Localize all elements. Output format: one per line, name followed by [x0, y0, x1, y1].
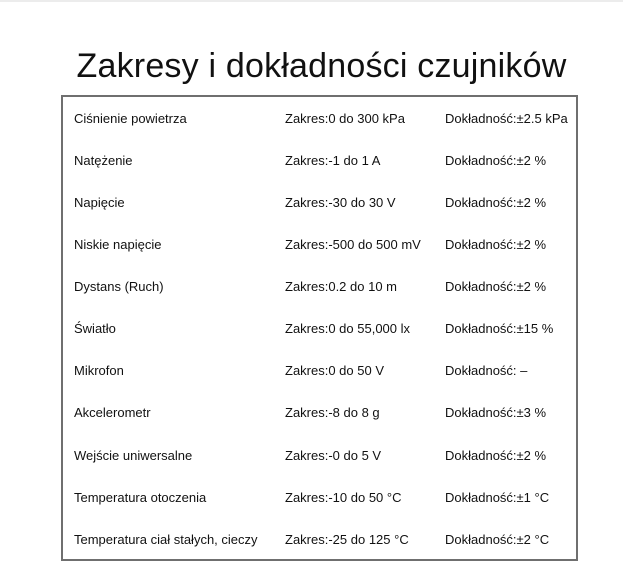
- sensor-range: Zakres:-0 do 5 V: [285, 448, 382, 463]
- table-row: [63, 477, 576, 519]
- table-row: [63, 308, 576, 350]
- sensor-accuracy: Dokładność:±2 %: [445, 279, 547, 294]
- sensor-accuracy: Dokładność:±3 %: [445, 405, 547, 420]
- table-row: [63, 224, 576, 266]
- sensor-range: Zakres:-30 do 30 V: [285, 195, 396, 210]
- sensor-accuracy: Dokładność:±2 %: [445, 153, 547, 168]
- sensor-range: Zakres:-10 do 50 °C: [285, 490, 402, 505]
- page-title: Zakresy i dokładności czujników: [76, 47, 567, 85]
- sensor-name: Akcelerometr: [74, 405, 151, 420]
- table-row: [63, 182, 576, 224]
- sensor-accuracy: Dokładność:±2 °C: [445, 532, 550, 547]
- table-row: [63, 140, 576, 182]
- sensor-range: Zakres:-1 do 1 A: [285, 153, 381, 168]
- sensor-accuracy: Dokładność:±2 %: [445, 237, 547, 252]
- sensor-range: Zakres:-500 do 500 mV: [285, 237, 421, 252]
- sensor-name: Temperatura otoczenia: [74, 490, 207, 505]
- sensor-range: Zakres:0 do 50 V: [285, 363, 384, 378]
- sensor-name: Napięcie: [74, 195, 125, 210]
- sensor-range: Zakres:0 do 300 kPa: [285, 111, 405, 126]
- sensor-name: Wejście uniwersalne: [74, 448, 193, 463]
- table-row: [63, 350, 576, 392]
- sensor-name: Mikrofon: [74, 363, 124, 378]
- table-row: [63, 98, 576, 140]
- table-row: [63, 392, 576, 434]
- sensor-name: Niskie napięcie: [74, 237, 162, 252]
- sensor-range: Zakres:-25 do 125 °C: [285, 532, 409, 547]
- sensor-accuracy: Dokładność:±2 %: [445, 195, 547, 210]
- sensor-name: Dystans (Ruch): [74, 279, 164, 294]
- sensor-name: Światło: [74, 321, 116, 336]
- sensor-name: Temperatura ciał stałych, cieczy: [74, 532, 258, 547]
- sensor-accuracy: Dokładność:±1 °C: [445, 490, 550, 505]
- sensor-name: Natężenie: [74, 153, 133, 168]
- sensor-range: Zakres:0 do 55,000 lx: [285, 321, 411, 336]
- sensor-name: Ciśnienie powietrza: [74, 111, 187, 126]
- table-row: [63, 519, 576, 561]
- sensor-range: Zakres:-8 do 8 g: [285, 405, 380, 420]
- sensor-table: [61, 95, 578, 561]
- sensor-accuracy: Dokładność:±15 %: [445, 321, 554, 336]
- table-row: [63, 435, 576, 477]
- top-divider: [0, 0, 623, 2]
- table-row: [63, 266, 576, 308]
- sensor-accuracy: Dokładność:±2 %: [445, 448, 547, 463]
- sensor-accuracy: Dokładność: –: [445, 363, 528, 378]
- sensor-accuracy: Dokładność:±2.5 kPa: [445, 111, 568, 126]
- sensor-range: Zakres:0.2 do 10 m: [285, 279, 397, 294]
